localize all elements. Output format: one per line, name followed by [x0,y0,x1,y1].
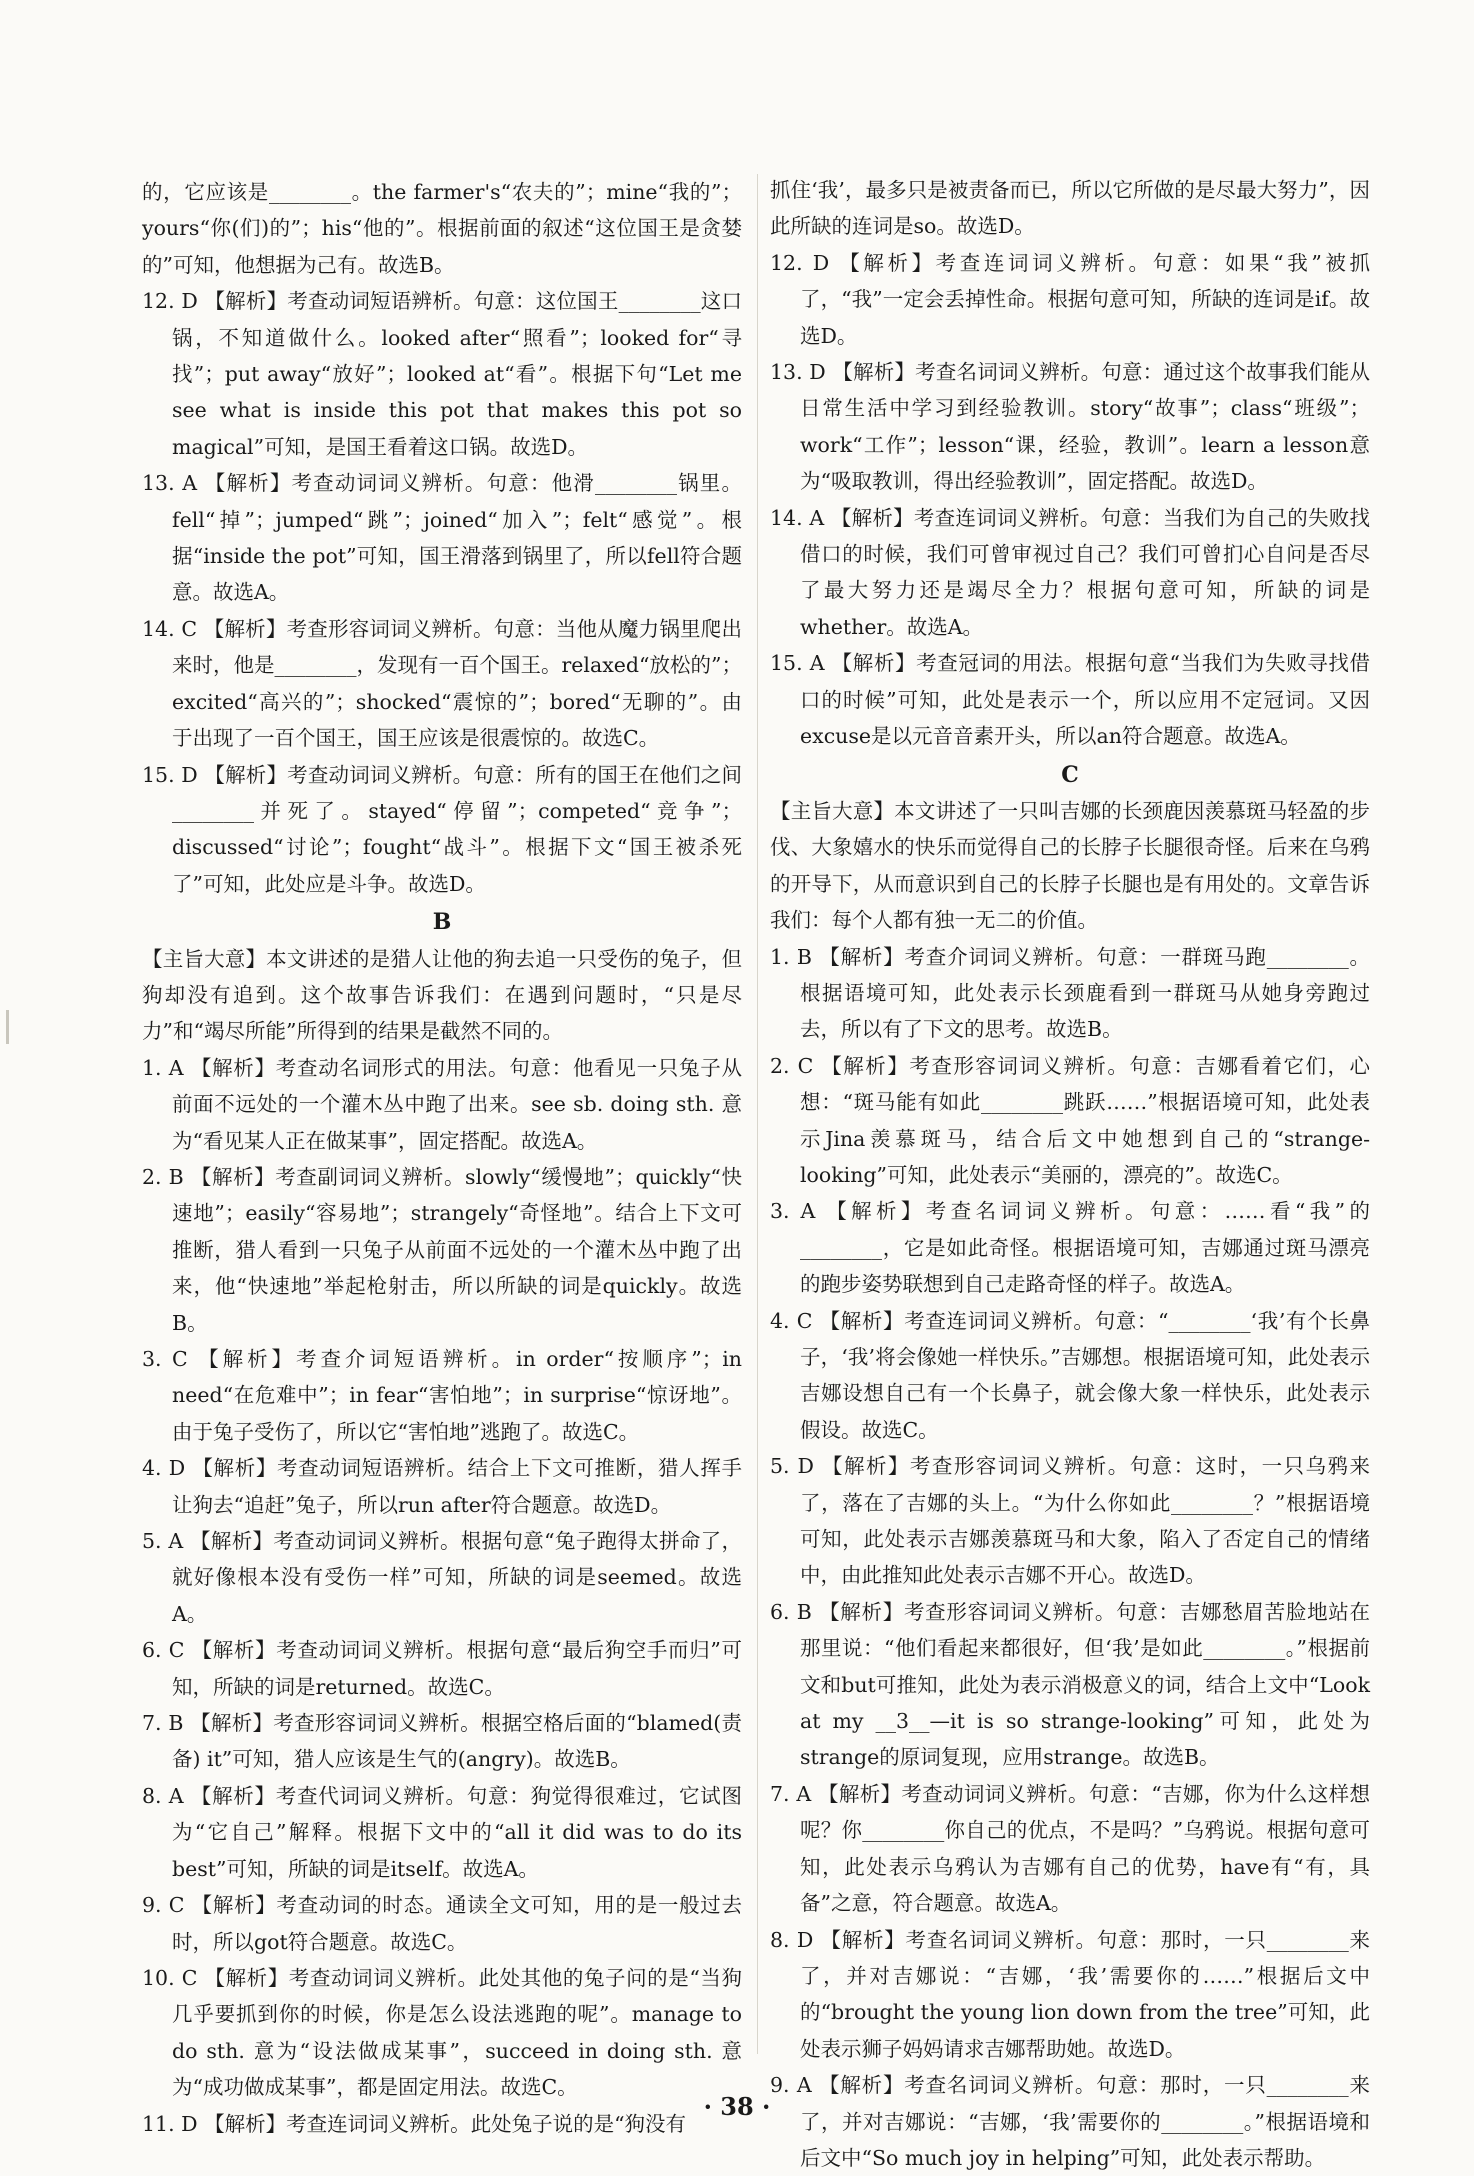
answer-item-b15: 15. A 【解析】考查冠词的用法。根据句意“当我们为失败寻找借口的时候”可知，此处是表示一个，所以应用不定冠词。又因excuse是以元音音素开头，所以an符合题意。故选A。 [770,651,1370,749]
answer-item-c5: 5. D 【解析】考查形容词词义辨析。句意：这时，一只乌鸦来了，落在了吉娜的头上。“为什么你如此________？”根据语境可知，此处表示吉娜羡慕斑马和大象，陷入了否定自己的情绪中，由此推知此处表示吉娜不开心。故选D。 [770,1454,1370,1588]
answer-item-c3: 3. A 【解析】考查名词词义辨析。句意：……看“我”的________，它是如此奇怪。根据语境可知，吉娜通过斑马漂亮的跑步姿势联想到自己走路奇怪的样子。故选A。 [770,1199,1370,1297]
answer-item-b4: 4. D 【解析】考查动词短语辨析。结合上下文可推断，猎人挥手让狗去“追赶”兔子，所以run after符合题意。故选D。 [142,1456,742,1517]
continuation-paragraph: 的，它应该是________。the farmer's“农夫的”；mine“我的”；yours“你(们)的”；his“他的”。根据前面的叙述“这位国王是贪婪的”可知，他想据为己有。故选B。 [142,180,742,277]
answer-item-b5: 5. A 【解析】考查动词词义辨析。根据句意“兔子跑得太拼命了，就好像根本没有受伤一样”可知，所缺的词是seemed。故选A。 [142,1529,742,1626]
answer-item-c1: 1. B 【解析】考查介词词义辨析。句意：一群斑马跑________。根据语境可知，此处表示长颈鹿看到一群斑马从她身旁跑过去，所以有了下文的思考。故选B。 [770,944,1370,1042]
answer-item-b12: 12. D 【解析】考查连词词义辨析。句意：如果“我”被抓了，“我”一定会丢掉性命。根据句意可知，所缺的连词是if。故选D。 [770,250,1370,348]
answer-item-b9: 9. C 【解析】考查动词的时态。通读全文可知，用的是一般过去时，所以got符合题意。故选C。 [142,1893,742,1954]
answer-item-c7: 7. A 【解析】考查动词词义辨析。句意：“吉娜，你为什么这样想呢？你________你自己的优点，不是吗？”乌鸦说。根据句意可知，此处表示乌鸦认为吉娜有自己的优势，have有“有，具备”之意，符合题意。故选A。 [770,1781,1370,1916]
continuation-paragraph: 抓住‘我’，最多只是被责备而已，所以它所做的是尽最大努力”，因此所缺的连词是so。故选D。 [770,178,1370,239]
answer-item-14: 14. C 【解析】考查形容词词义辨析。句意：当他从魔力锅里爬出来时，他是________，发现有一百个国王。relaxed“放松的”；excited“高兴的”；shocked“震惊的”；bored“无聊的”。由于出现了一百个国王，国王应该是很震惊的。故选C。 [142,616,742,751]
answer-item-15: 15. D 【解析】考查动词词义辨析。句意：所有的国王在他们之间________并死了。stayed“停留”；competed“竞争”；discussed“讨论”；fought“战斗”。根据下文“国王被杀死了”可知，此处应是斗争。故选D。 [142,762,742,896]
scan-edge-mark [6,1010,9,1044]
answer-item-b14: 14. A 【解析】考查连词词义辨析。句意：当我们为自己的失败找借口的时候，我们可曾审视过自己？我们可曾扪心自问是否尽了最大努力还是竭尽全力？根据句意可知，所缺的词是whether。故选A。 [770,505,1370,639]
answer-item-b8: 8. A 【解析】考查代词词义辨析。句意：狗觉得很难过，它试图为“它自己”解释。根据下文中的“all it did was to do its best”可知，所缺的词是itself。故选A。 [142,1783,742,1881]
answer-item-b3: 3. C 【解析】考查介词短语辨析。in order“按顺序”；in need“在危难中”；in fear“害怕地”；in surprise“惊讶地”。由于兔子受伤了，所以它“害怕地”逃跑了。故选C。 [142,1347,742,1444]
left-column [142,174,742,2142]
answer-item-b11: 11. D 【解析】考查连词词义辨析。此处兔子说的是“狗没有 [142,2111,687,2136]
answer-item-12: 12. D 【解析】考查动词短语辨析。句意：这位国王________这口锅，不知道做什么。looked after“照看”；looked for“寻找”；put away“放好”；looked at“看”。根据下句“Let me see what is inside this pot that makes this pot so magical”可知，是国王看着这口锅。故选D。 [142,289,742,459]
answer-item-b6: 6. C 【解析】考查动词词义辨析。根据句意“最后狗空手而归”可知，所缺的词是returned。故选C。 [142,1638,742,1699]
answer-item-b1: 1. A 【解析】考查动名词形式的用法。句意：他看见一只兔子从前面不远处的一个灌木丛中跑了出来。see sb. doing sth. 意为“看见某人正在做某事”，固定搭配。故选A。 [142,1055,742,1153]
answer-item-b13: 13. D 【解析】考查名词词义辨析。句意：通过这个故事我们能从日常生活中学习到经验教训。story“故事”；class“班级”；work“工作”；lesson“课，经验，教训”。learn a lesson意为“吸取教训，得出经验教训”，固定搭配。故选D。 [770,360,1370,494]
column-divider [757,174,758,2054]
answer-item-13: 13. A 【解析】考查动词词义辨析。句意：他滑________锅里。fell“掉”；jumped“跳”；joined“加入”；felt“感觉”。根据“inside the pot”可知，国王滑落到锅里了，所以fell符合题意。故选A。 [142,471,742,605]
answer-item-c8: 8. D 【解析】考查名词词义辨析。句意：那时，一只________来了，并对吉娜说：“吉娜，‘我’需要你的……”根据后文中的“brought the young lion down from the tree”可知，此处表示狮子妈妈请求吉娜帮助她。故选D。 [770,1927,1370,2061]
section-b-summary: 【主旨大意】本文讲述的是猎人让他的狗去追一只受伤的兔子，但狗却没有追到。这个故事告诉我们：在遇到问题时，“只是尽力”和“竭尽所能”所得到的结果是截然不同的。 [142,946,742,1044]
answer-item-c9: 9. A 【解析】考查名词词义辨析。句意：那时，一只________来了，并对吉娜说：“吉娜，‘我’需要你的________。”根据语境和后文中“So much joy in helping”可知，此处表示帮助。 [770,2073,1370,2170]
section-b-heading: B [432,909,452,936]
answer-item-b10: 10. C 【解析】考查动词词义辨析。此处其他的兔子问的是“当狗几乎要抓到你的时候，你是怎么设法逃跑的呢”。manage to do sth. 意为“设法做成某事”，succeed in doing sth. 意为“成功做成某事”，都是固定用法。故选C。 [142,1965,742,2100]
answer-item-c2: 2. C 【解析】考查形容词词义辨析。句意：吉娜看着它们，心想：“斑马能有如此________跳跃……”根据语境可知，此处表示Jina羡慕斑马，结合后文中她想到自己的“strange-looking”可知，此处表示“美丽的，漂亮的”。故选C。 [770,1053,1370,1187]
answer-item-b2: 2. B 【解析】考查副词词义辨析。slowly“缓慢地”；quickly“快速地”；easily“容易地”；strangely“奇怪地”。结合上下文可推断，猎人看到一只兔子从前面不远处的一个灌木丛中跑了出来，他“快速地”举起枪射击，所以所缺的词是quickly。故选B。 [142,1164,742,1335]
answer-item-c6: 6. B 【解析】考查形容词词义辨析。句意：吉娜愁眉苦脸地站在那里说：“他们看起来都很好，但‘我’是如此________。”根据前文和but可推知，此处为表示消极意义的词，结合上文中“Look at my __3__—it is so strange-looking”可知，此处为strange的原词复现，应用strange。故选B。 [770,1599,1370,1770]
answer-item-c4: 4. C 【解析】考查连词词义辨析。句意：“________‘我’有个长鼻子，‘我’将会像她一样快乐。”吉娜想。根据语境可知，此处表示吉娜设想自己有一个长鼻子，就会像大象一样快乐，此处表示假设。故选C。 [770,1308,1370,1442]
answer-item-b7: 7. B 【解析】考查形容词词义辨析。根据空格后面的“blamed(责备) it”可知，猎人应该是生气的(angry)。故选B。 [142,1711,742,1772]
section-c-heading: C [1061,761,1079,788]
page-number: · 38 · [703,2092,771,2121]
section-c-summary: 【主旨大意】本文讲述了一只叫吉娜的长颈鹿因羡慕斑马轻盈的步伐、大象嬉水的快乐而觉得自己的长脖子长腿很奇怪。后来在乌鸦的开导下，从而意识到自己的长脖子长腿也是有用处的。文章告诉我们：每个人都有独一无二的价值。 [770,798,1370,933]
right-column [770,172,1370,2176]
